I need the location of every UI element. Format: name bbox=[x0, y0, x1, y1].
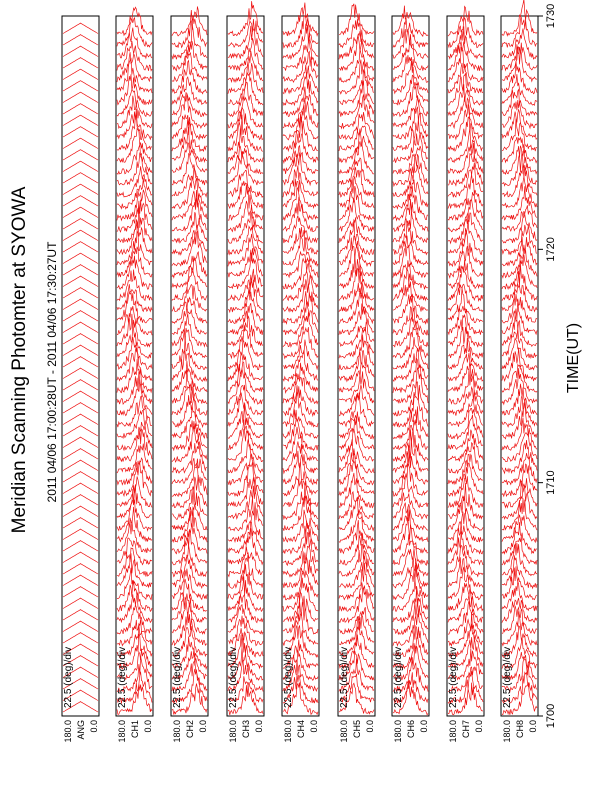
scale-label: 22.5 (deg)/div bbox=[228, 646, 239, 708]
trace-ch6-59 bbox=[393, 6, 428, 37]
panel-ch8 bbox=[501, 0, 538, 743]
trace-ch4-57 bbox=[283, 24, 318, 59]
channel-label: CH4 bbox=[296, 720, 306, 739]
trace-ch5-29 bbox=[339, 351, 374, 382]
trace-ch6-50 bbox=[393, 107, 428, 139]
scale-label: 22.5 (deg)/div bbox=[63, 646, 74, 708]
trace-ch4-26 bbox=[283, 385, 318, 416]
trace-ch5-39 bbox=[339, 236, 374, 266]
trace-ch3-49 bbox=[228, 115, 263, 152]
trace-ang-34 bbox=[63, 311, 98, 321]
trace-ang-6 bbox=[63, 633, 98, 643]
trace-ang-33 bbox=[63, 322, 98, 332]
trace-ang-41 bbox=[63, 230, 98, 240]
scale-label: 22.5 (deg)/div bbox=[448, 646, 459, 708]
trace-ch7-13 bbox=[448, 531, 483, 565]
trace-ang-43 bbox=[63, 207, 98, 217]
trace-ang-46 bbox=[63, 173, 98, 183]
trace-ch4-8 bbox=[283, 592, 318, 621]
x-axis-label: TIME(UT) bbox=[565, 322, 582, 394]
trace-ch2-43 bbox=[172, 190, 207, 220]
trace-ch6-28 bbox=[393, 358, 428, 392]
trace-ang-42 bbox=[63, 219, 98, 229]
trace-ch3-57 bbox=[228, 26, 263, 59]
trace-ang-31 bbox=[63, 345, 98, 355]
trace-ch4-13 bbox=[283, 533, 318, 566]
y-tick-label: 0.0 bbox=[309, 720, 319, 733]
trace-ch7-44 bbox=[448, 174, 483, 208]
time-range-label: 2011 04/06 17:00:28UT - 2011 04/06 17:30:27UT bbox=[45, 241, 59, 503]
trace-ch4-31 bbox=[283, 327, 318, 358]
trace-ch4-14 bbox=[283, 521, 318, 554]
trace-ch8-31 bbox=[502, 327, 537, 358]
trace-ch3-59 bbox=[228, 1, 263, 35]
trace-ang-48 bbox=[63, 150, 98, 160]
y-tick-label: 0.0 bbox=[254, 720, 264, 733]
trace-ang-8 bbox=[63, 610, 98, 620]
trace-ang-51 bbox=[63, 115, 98, 125]
channel-label: CH5 bbox=[352, 720, 362, 739]
panels-group bbox=[62, 0, 538, 743]
trace-ch8-19 bbox=[502, 464, 537, 496]
trace-ch3-37 bbox=[228, 253, 263, 290]
trace-ang-38 bbox=[63, 265, 98, 275]
trace-ch8-20 bbox=[502, 453, 537, 485]
panel-ch5 bbox=[338, 4, 375, 743]
trace-ch7-35 bbox=[448, 284, 483, 311]
trace-ang-16 bbox=[63, 518, 98, 528]
panel-ch2 bbox=[171, 7, 208, 743]
trace-ch2-39 bbox=[172, 231, 207, 265]
y-tick-label: 180.0 bbox=[117, 720, 127, 743]
trace-ch1-15 bbox=[117, 507, 152, 542]
trace-ang-13 bbox=[63, 552, 98, 562]
trace-ch4-34 bbox=[283, 291, 318, 323]
trace-ang-37 bbox=[63, 276, 98, 286]
trace-ch3-29 bbox=[228, 353, 263, 381]
panel-ch4 bbox=[282, 3, 319, 743]
trace-ch3-32 bbox=[228, 316, 263, 346]
channel-label: CH7 bbox=[461, 720, 471, 739]
trace-ang-59 bbox=[63, 23, 98, 33]
trace-ang-50 bbox=[63, 127, 98, 137]
x-axis-ticks bbox=[538, 4, 557, 728]
trace-ch5-37 bbox=[339, 255, 374, 288]
y-tick-label: 180.0 bbox=[502, 720, 512, 743]
x-tick-label: 1700 bbox=[545, 703, 557, 729]
trace-ang-20 bbox=[63, 472, 98, 482]
x-tick-label: 1720 bbox=[545, 237, 557, 262]
trace-ang-7 bbox=[63, 621, 98, 631]
panel-ch1 bbox=[116, 7, 153, 742]
trace-ang-32 bbox=[63, 334, 98, 344]
y-tick-label: 0.0 bbox=[143, 720, 153, 733]
trace-ang-40 bbox=[63, 242, 98, 252]
trace-ch4-49 bbox=[283, 117, 318, 151]
trace-ch2-27 bbox=[172, 370, 207, 404]
trace-ang-27 bbox=[63, 391, 98, 401]
trace-ang-52 bbox=[63, 104, 98, 114]
panel-ch6 bbox=[392, 6, 429, 743]
channel-label: CH3 bbox=[241, 720, 251, 739]
trace-ang-47 bbox=[63, 161, 98, 171]
trace-ch3-40 bbox=[228, 226, 263, 254]
trace-ch4-17 bbox=[283, 484, 318, 520]
trace-ang-57 bbox=[63, 46, 98, 56]
trace-ang-28 bbox=[63, 380, 98, 390]
y-tick-label: 180.0 bbox=[339, 720, 349, 743]
trace-ch7-47 bbox=[448, 143, 483, 174]
x-tick-label: 1710 bbox=[545, 470, 557, 495]
trace-ch8-23 bbox=[502, 418, 537, 450]
y-tick-label: 0.0 bbox=[198, 720, 208, 733]
trace-ang-26 bbox=[63, 403, 98, 413]
scale-label: 22.5 (deg)/div bbox=[283, 646, 294, 708]
trace-ang-53 bbox=[63, 92, 98, 102]
y-tick-label: 0.0 bbox=[365, 720, 375, 733]
trace-ch2-16 bbox=[172, 503, 207, 530]
trace-ang-21 bbox=[63, 460, 98, 470]
trace-ang-35 bbox=[63, 299, 98, 309]
trace-ang-25 bbox=[63, 414, 98, 424]
trace-ang-58 bbox=[63, 35, 98, 45]
trace-ang-10 bbox=[63, 587, 98, 597]
scale-label: 22.5 (deg)/div bbox=[117, 646, 128, 708]
y-tick-label: 180.0 bbox=[393, 720, 403, 743]
trace-ch1-49 bbox=[117, 115, 152, 150]
trace-ch5-14 bbox=[339, 520, 374, 553]
trace-ch6-6 bbox=[393, 613, 428, 646]
trace-ch6-10 bbox=[393, 565, 428, 599]
trace-ch5-30 bbox=[339, 335, 374, 370]
trace-ch6-54 bbox=[393, 61, 428, 93]
trace-ch5-53 bbox=[339, 70, 374, 105]
scale-label: 22.5 (deg)/div bbox=[339, 646, 350, 708]
trace-ang-18 bbox=[63, 495, 98, 505]
trace-ch8-33 bbox=[502, 300, 537, 334]
trace-ang-29 bbox=[63, 368, 98, 378]
trace-ch8-17 bbox=[502, 484, 537, 519]
y-tick-label: 180.0 bbox=[228, 720, 238, 743]
trace-ch2-53 bbox=[172, 77, 207, 104]
trace-ch1-36 bbox=[117, 270, 152, 301]
panel-ang bbox=[62, 16, 99, 743]
trace-ch5-49 bbox=[339, 126, 374, 151]
trace-ch1-14 bbox=[117, 520, 152, 553]
trace-ang-39 bbox=[63, 253, 98, 263]
scale-label: 22.5 (deg)/div bbox=[502, 646, 513, 708]
scale-label: 22.5 (deg)/div bbox=[393, 646, 404, 708]
channel-label: CH6 bbox=[406, 720, 416, 739]
x-tick-label: 1730 bbox=[545, 3, 557, 29]
trace-ch5-32 bbox=[339, 323, 374, 347]
y-tick-label: 0.0 bbox=[528, 720, 538, 733]
panel-ch7 bbox=[447, 6, 484, 742]
trace-ch5-48 bbox=[339, 129, 374, 163]
trace-ch8-27 bbox=[502, 368, 537, 404]
chart-title: Meridian Scanning Photomter at SYOWA bbox=[9, 186, 30, 534]
trace-ch2-19 bbox=[172, 464, 207, 497]
trace-ang-12 bbox=[63, 564, 98, 574]
trace-ch2-50 bbox=[172, 115, 207, 140]
trace-ch8-12 bbox=[502, 543, 537, 576]
trace-ang-36 bbox=[63, 288, 98, 298]
y-tick-label: 180.0 bbox=[63, 720, 73, 743]
trace-ch5-47 bbox=[339, 141, 374, 174]
y-tick-label: 0.0 bbox=[419, 720, 429, 733]
trace-ch6-30 bbox=[393, 337, 428, 369]
trace-ch4-15 bbox=[283, 510, 318, 542]
trace-ch1-59 bbox=[117, 7, 152, 35]
trace-ch4-54 bbox=[283, 65, 318, 94]
trace-ch8-55 bbox=[502, 47, 537, 81]
trace-ch5-23 bbox=[339, 419, 374, 450]
trace-ch5-59 bbox=[339, 4, 374, 35]
trace-ch4-7 bbox=[283, 601, 318, 634]
trace-ang-44 bbox=[63, 196, 98, 206]
trace-ang-15 bbox=[63, 529, 98, 539]
trace-ang-49 bbox=[63, 138, 98, 148]
trace-ang-54 bbox=[63, 81, 98, 91]
trace-ang-45 bbox=[63, 184, 98, 194]
channel-label: CH8 bbox=[515, 720, 525, 739]
trace-ch3-26 bbox=[228, 385, 263, 415]
trace-ang-30 bbox=[63, 357, 98, 367]
channel-label: CH1 bbox=[130, 720, 140, 739]
scale-label: 22.5 (deg)/div bbox=[172, 646, 183, 708]
y-tick-label: 0.0 bbox=[89, 720, 99, 733]
trace-ch1-46 bbox=[117, 153, 152, 185]
trace-ch7-11 bbox=[448, 557, 483, 587]
trace-ch7-53 bbox=[448, 73, 483, 105]
y-tick-label: 0.0 bbox=[474, 720, 484, 733]
trace-ang-24 bbox=[63, 426, 98, 436]
trace-ang-14 bbox=[63, 541, 98, 551]
trace-ch6-41 bbox=[393, 211, 428, 243]
trace-ang-11 bbox=[63, 575, 98, 585]
trace-ch8-49 bbox=[502, 118, 537, 151]
trace-ch4-19 bbox=[283, 463, 318, 496]
trace-ch6-29 bbox=[393, 348, 428, 381]
trace-ch3-18 bbox=[228, 478, 263, 507]
trace-ang-55 bbox=[63, 69, 98, 79]
trace-ang-17 bbox=[63, 506, 98, 516]
panel-ch3 bbox=[227, 1, 264, 742]
y-tick-label: 180.0 bbox=[283, 720, 293, 743]
panel-frame bbox=[62, 16, 99, 716]
trace-ang-56 bbox=[63, 58, 98, 68]
trace-ch2-29 bbox=[172, 351, 207, 381]
channel-label: ANG bbox=[76, 720, 86, 740]
y-tick-label: 180.0 bbox=[448, 720, 458, 743]
trace-ang-9 bbox=[63, 598, 98, 608]
trace-ch4-9 bbox=[283, 578, 318, 611]
trace-ang-23 bbox=[63, 437, 98, 447]
trace-ang-19 bbox=[63, 483, 98, 493]
trace-ch2-37 bbox=[172, 258, 207, 288]
trace-ang-22 bbox=[63, 449, 98, 459]
channel-label: CH2 bbox=[185, 720, 195, 739]
trace-ch1-28 bbox=[117, 359, 152, 393]
trace-ch8-11 bbox=[502, 555, 537, 588]
y-tick-label: 180.0 bbox=[172, 720, 182, 743]
